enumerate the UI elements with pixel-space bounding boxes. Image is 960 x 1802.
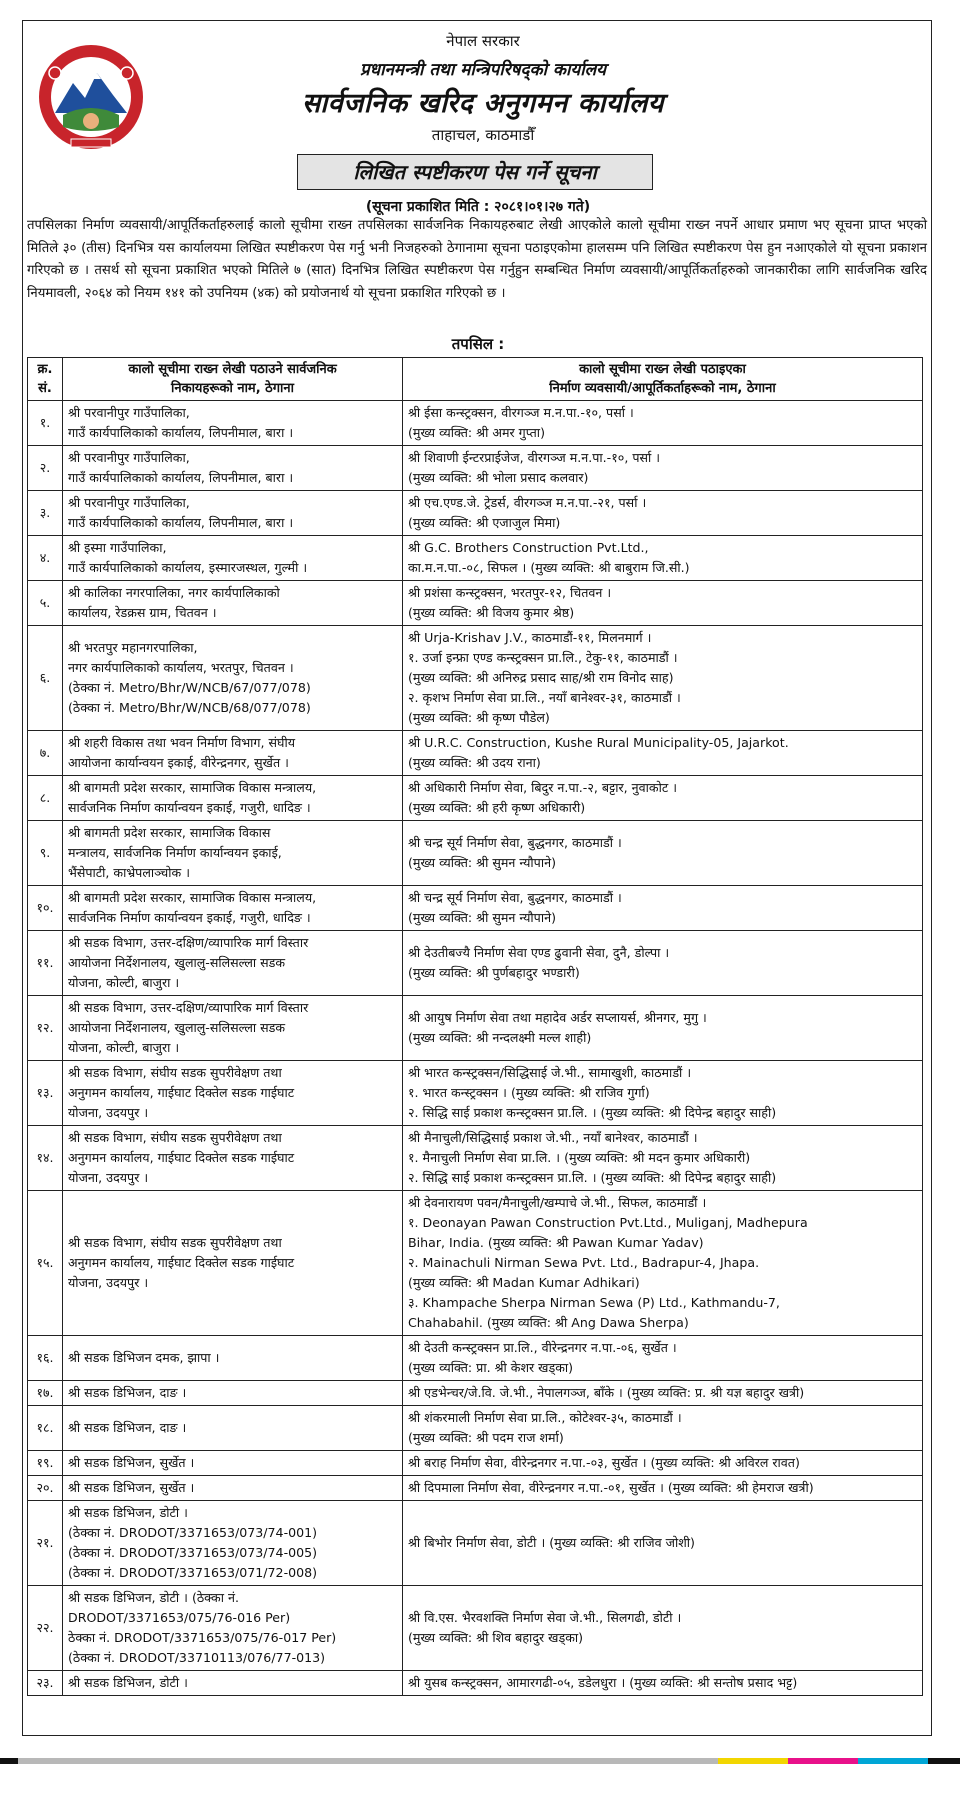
table-row bbox=[28, 731, 923, 776]
contractor-line: (मुख्य व्यक्ति: श्री एजाजुल मिमा) bbox=[408, 515, 561, 530]
table-row bbox=[28, 1061, 923, 1126]
contractor-line: श्री चन्द्र सूर्य निर्माण सेवा, बुद्धनगर, काठमाडौं । bbox=[408, 835, 622, 850]
serial-number: २. bbox=[28, 446, 63, 491]
serial-number: १७. bbox=[28, 1381, 63, 1406]
contractor-line: श्री देउतीबज्यै निर्माण सेवा एण्ड ढुवानी सेवा, दुनै, डोल्पा । bbox=[408, 945, 670, 960]
contractor-line: (मुख्य व्यक्ति: श्री नन्दलक्ष्मी मल्ल शाही) bbox=[408, 1030, 592, 1045]
serial-number: ३. bbox=[28, 491, 63, 536]
contractor-cell bbox=[403, 626, 923, 731]
agency-line: श्री कालिका नगरपालिका, नगर कार्यपालिकाको bbox=[68, 585, 280, 600]
table-row bbox=[28, 1476, 923, 1501]
contractor-line: श्री देउती कन्स्ट्रक्सन प्रा.लि., वीरेन्द्रनगर न.पा.-०६, सुर्खेत । bbox=[408, 1340, 677, 1355]
contractor-cell bbox=[403, 581, 923, 626]
agency-cell bbox=[63, 1671, 403, 1696]
table-row bbox=[28, 1501, 923, 1586]
contractor-cell bbox=[403, 1671, 923, 1696]
header-ministry: प्रधानमन्त्री तथा मन्त्रिपरिषद्को कार्यालय bbox=[359, 60, 607, 80]
contractor-line: श्री शंकरमाली निर्माण सेवा प्रा.लि., कोटेश्वर-३५, काठमाडौं । bbox=[408, 1410, 682, 1425]
contractor-line: श्री एडभेन्चर/जे.वि. जे.भी., नेपालगञ्ज, बाँके । (मुख्य व्यक्ति: प्र. श्री यज्ञ बहादुर खत्री) bbox=[408, 1385, 805, 1400]
contractor-line: (मुख्य व्यक्ति: श्री पदम राज शर्मा) bbox=[408, 1430, 564, 1445]
agency-cell bbox=[63, 401, 403, 446]
agency-cell bbox=[63, 776, 403, 821]
agency-cell bbox=[63, 1476, 403, 1501]
contractor-line: श्री देवनारायण पवन/मैनाचुली/खम्पाचे जे.भी., सिफल, काठमाडौं । bbox=[408, 1195, 707, 1210]
serial-number: ११. bbox=[28, 931, 63, 996]
serial-number: १०. bbox=[28, 886, 63, 931]
contractor-line: (मुख्य व्यक्ति: श्री Madan Kumar Adhikari) bbox=[408, 1275, 640, 1290]
contractor-line: श्री G.C. Brothers Construction Pvt.Ltd., bbox=[408, 540, 649, 555]
agency-cell bbox=[63, 996, 403, 1061]
agency-cell bbox=[63, 1126, 403, 1191]
contractor-line: २. Mainachuli Nirman Sewa Pvt. Ltd., Badrapur-4, Jhapa. bbox=[408, 1255, 760, 1270]
contractor-line: का.म.न.पा.-०८, सिफल । (मुख्य व्यक्ति: श्री बाबुराम जि.सी.) bbox=[408, 560, 690, 575]
agency-line: अनुगमन कार्यालय, गाईघाट दिक्तेल सडक गाईघाट bbox=[68, 1085, 295, 1100]
agency-cell bbox=[63, 886, 403, 931]
serial-number: ५. bbox=[28, 581, 63, 626]
contractor-cell bbox=[403, 886, 923, 931]
table-row bbox=[28, 401, 923, 446]
header-contractor: कालो सूचीमा राख्न लेखी पठाइएका निर्माण व्यवसायी/आपूर्तिकर्ताहरूको नाम, ठेगाना bbox=[403, 358, 923, 401]
publication-date: (सूचना प्रकाशित मिति : २०८१।०१।२७ गते) bbox=[365, 199, 591, 215]
table-row bbox=[28, 1381, 923, 1406]
agency-line: श्री सडक डिभिजन, डोटी । bbox=[68, 1675, 188, 1690]
contractor-line: श्री बिभोर निर्माण सेवा, डोटी । (मुख्य व्यक्ति: श्री राजिव जोशी) bbox=[408, 1535, 695, 1550]
table-row bbox=[28, 821, 923, 886]
table-row bbox=[28, 1586, 923, 1671]
table-row bbox=[28, 536, 923, 581]
contractor-cell bbox=[403, 401, 923, 446]
serial-number: २२. bbox=[28, 1586, 63, 1671]
contractor-line: (मुख्य व्यक्ति: प्रा. श्री केशर खड्का) bbox=[408, 1360, 574, 1375]
agency-cell bbox=[63, 1586, 403, 1671]
agency-line: (ठेक्का नं. DRODOT/3371653/073/74-005) bbox=[68, 1545, 318, 1560]
agency-cell bbox=[63, 1501, 403, 1586]
table-row bbox=[28, 931, 923, 996]
agency-line: योजना, उदयपुर । bbox=[68, 1105, 149, 1120]
agency-cell bbox=[63, 1451, 403, 1476]
contractor-line: श्री प्रशंसा कन्स्ट्रक्सन, भरतपुर-१२, चितवन । bbox=[408, 585, 612, 600]
agency-line: श्री सडक विभाग, संघीय सडक सुपरीवेक्षण तथा bbox=[68, 1235, 282, 1250]
serial-number: १३. bbox=[28, 1061, 63, 1126]
table-row bbox=[28, 1191, 923, 1336]
serial-number: २०. bbox=[28, 1476, 63, 1501]
serial-number: ४. bbox=[28, 536, 63, 581]
agency-line: योजना, कोल्टी, बाजुरा । bbox=[68, 975, 180, 990]
contractor-cell bbox=[403, 1451, 923, 1476]
agency-line: श्री बागमती प्रदेश सरकार, सामाजिक विकास मन्त्रालय, bbox=[68, 890, 317, 905]
contractor-cell bbox=[403, 1191, 923, 1336]
table-row bbox=[28, 886, 923, 931]
agency-line: नगर कार्यपालिकाको कार्यालय, भरतपुर, चितवन । bbox=[68, 660, 294, 675]
serial-number: २३. bbox=[28, 1671, 63, 1696]
serial-number: १४. bbox=[28, 1126, 63, 1191]
contractor-cell bbox=[403, 1476, 923, 1501]
serial-number: १५. bbox=[28, 1191, 63, 1336]
agency-line: श्री सडक डिभिजन दमक, झापा । bbox=[68, 1350, 220, 1365]
agency-cell bbox=[63, 731, 403, 776]
contractor-cell bbox=[403, 446, 923, 491]
agency-line: श्री भरतपुर महानगरपालिका, bbox=[68, 640, 198, 655]
contractor-line: २. सिद्धि साई प्रकाश कन्स्ट्रक्सन प्रा.लि. । (मुख्य व्यक्ति: श्री दिपेन्द्र बहादुर साही) bbox=[408, 1105, 777, 1120]
contractor-line: Bihar, India. (मुख्य व्यक्ति: श्री Pawan Kumar Yadav) bbox=[408, 1235, 704, 1250]
agency-line: योजना, उदयपुर । bbox=[68, 1170, 149, 1185]
contractor-line: १. उर्जा इन्फ्रा एण्ड कन्स्ट्रक्सन प्रा.लि., टेकु-११, काठमाडौं । bbox=[408, 650, 678, 665]
agency-line: श्री परवानीपुर गाउँपालिका, bbox=[68, 450, 190, 465]
agency-line: (ठेक्का नं. DRODOT/3371653/073/74-001) bbox=[68, 1525, 318, 1540]
agency-line: श्री शहरी विकास तथा भवन निर्माण विभाग, संघीय bbox=[68, 735, 296, 750]
registration-bar-magenta bbox=[788, 1758, 858, 1764]
registration-bar-gray bbox=[18, 1758, 718, 1764]
agency-line: श्री सडक डिभिजन, दाङ । bbox=[68, 1420, 187, 1435]
agency-line: आयोजना कार्यान्वयन इकाई, वीरेन्द्रनगर, सुर्खेत । bbox=[68, 755, 289, 770]
contractor-line: श्री U.R.C. Construction, Kushe Rural Municipality-05, Jajarkot. bbox=[408, 735, 789, 750]
agency-line: श्री परवानीपुर गाउँपालिका, bbox=[68, 495, 190, 510]
agency-line: (ठेक्का नं. DRODOT/3371653/071/72-008) bbox=[68, 1565, 318, 1580]
contractor-cell bbox=[403, 1061, 923, 1126]
agency-cell bbox=[63, 491, 403, 536]
agency-cell bbox=[63, 581, 403, 626]
header-office: सार्वजनिक खरिद अनुगमन कार्यालय bbox=[302, 88, 664, 119]
agency-line: श्री परवानीपुर गाउँपालिका, bbox=[68, 405, 190, 420]
agency-line: गाउँ कार्यपालिकाको कार्यालय, लिपनीमाल, बारा । bbox=[68, 425, 294, 440]
table-row bbox=[28, 1451, 923, 1476]
contractor-line: १. Deonayan Pawan Construction Pvt.Ltd., Muliganj, Madhepura bbox=[408, 1215, 808, 1230]
header-serial: क्र. सं. bbox=[28, 358, 63, 401]
agency-cell bbox=[63, 931, 403, 996]
agency-line: योजना, कोल्टी, बाजुरा । bbox=[68, 1040, 180, 1055]
contractor-cell bbox=[403, 536, 923, 581]
agency-line: कार्यालय, रेडक्रस ग्राम, चितवन । bbox=[68, 605, 217, 620]
serial-number: १. bbox=[28, 401, 63, 446]
contractor-cell bbox=[403, 1406, 923, 1451]
agency-line: श्री सडक विभाग, उत्तर-दक्षिण/व्यापारिक मार्ग विस्तार bbox=[68, 1000, 309, 1015]
agency-line: योजना, उदयपुर । bbox=[68, 1275, 149, 1290]
table-row bbox=[28, 1336, 923, 1381]
notice-title-banner: लिखित स्पष्टीकरण पेस गर्ने सूचना bbox=[297, 154, 653, 190]
table-row bbox=[28, 1671, 923, 1696]
contractor-cell bbox=[403, 491, 923, 536]
agency-line: श्री सडक डिभिजन, डोटी । (ठेक्का नं. bbox=[68, 1590, 239, 1605]
agency-cell bbox=[63, 1191, 403, 1336]
table-header-row bbox=[28, 358, 923, 401]
agency-line: आयोजना निर्देशनालय, खुलालु-सलिसल्ला सडक bbox=[68, 955, 286, 970]
contractor-cell bbox=[403, 1381, 923, 1406]
agency-cell bbox=[63, 1381, 403, 1406]
serial-number: १२. bbox=[28, 996, 63, 1061]
agency-line: श्री सडक डिभिजन, डोटी । bbox=[68, 1505, 188, 1520]
contractor-cell bbox=[403, 776, 923, 821]
agency-line: DRODOT/3371653/075/76-016 Per) bbox=[68, 1610, 291, 1625]
agency-line: आयोजना निर्देशनालय, खुलालु-सलिसल्ला सडक bbox=[68, 1020, 286, 1035]
contractor-line: श्री चन्द्र सूर्य निर्माण सेवा, बुद्धनगर, काठमाडौं । bbox=[408, 890, 622, 905]
serial-number: ७. bbox=[28, 731, 63, 776]
contractor-cell bbox=[403, 821, 923, 886]
contractor-line: (मुख्य व्यक्ति: श्री सुमन न्यौपाने) bbox=[408, 855, 556, 870]
agency-line: श्री सडक डिभिजन, दाङ । bbox=[68, 1385, 187, 1400]
contractor-cell bbox=[403, 1501, 923, 1586]
agency-line: गाउँ कार्यपालिकाको कार्यालय, इस्मारजस्थल, गुल्मी । bbox=[68, 560, 308, 575]
agency-line: श्री इस्मा गाउँपालिका, bbox=[68, 540, 167, 555]
header-address: ताहाचल, काठमाडौँ bbox=[431, 126, 535, 144]
contractor-line: श्री वि.एस. भैरवशक्ति निर्माण सेवा जे.भी., सिलगढी, डोटी । bbox=[408, 1610, 682, 1625]
nepal-emblem-icon bbox=[33, 43, 149, 151]
serial-number: ८. bbox=[28, 776, 63, 821]
contractor-cell bbox=[403, 1126, 923, 1191]
contractor-line: श्री एच.एण्ड.जे. ट्रेडर्स, वीरगञ्ज म.न.पा.-२१, पर्सा । bbox=[408, 495, 647, 510]
contractor-cell bbox=[403, 1336, 923, 1381]
table-row bbox=[28, 1406, 923, 1451]
agency-cell bbox=[63, 821, 403, 886]
agency-line: सार्वजनिक निर्माण कार्यान्वयन इकाई, गजुरी, धादिङ । bbox=[68, 800, 311, 815]
agency-line: सार्वजनिक निर्माण कार्यान्वयन इकाई, गजुरी, धादिङ । bbox=[68, 910, 311, 925]
table-row bbox=[28, 626, 923, 731]
contractor-line: (मुख्य व्यक्ति: श्री भोला प्रसाद कलवार) bbox=[408, 470, 589, 485]
contractor-line: (मुख्य व्यक्ति: श्री विजय कुमार श्रेष्ठ) bbox=[408, 605, 575, 620]
agency-cell bbox=[63, 1406, 403, 1451]
agency-cell bbox=[63, 1061, 403, 1126]
agency-line: श्री सडक विभाग, संघीय सडक सुपरीवेक्षण तथा bbox=[68, 1130, 282, 1145]
contractor-line: (मुख्य व्यक्ति: श्री हरी कृष्ण अधिकारी) bbox=[408, 800, 586, 815]
contractor-line: श्री Urja-Krishav J.V., काठमाडौं-११, मिलनमार्ग । bbox=[408, 630, 652, 645]
contractor-line: श्री आयुष निर्माण सेवा तथा महादेव अर्डर सप्लायर्स, श्रीनगर, मुगु । bbox=[408, 1010, 707, 1025]
contractor-line: Chahabahil. (मुख्य व्यक्ति: श्री Ang Dawa Sherpa) bbox=[408, 1315, 689, 1330]
contractor-line: श्री दिपमाला निर्माण सेवा, वीरेन्द्रनगर न.पा.-०१, सुर्खेत । (मुख्य व्यक्ति: श्री हेमराज खत्री) bbox=[408, 1480, 814, 1495]
header-agency: कालो सूचीमा राख्न लेखी पठाउने सार्वजनिक निकायहरूको नाम, ठेगाना bbox=[63, 358, 403, 401]
registration-bar-yellow bbox=[718, 1758, 788, 1764]
agency-line: श्री बागमती प्रदेश सरकार, सामाजिक विकास bbox=[68, 825, 271, 840]
contractor-line: (मुख्य व्यक्ति: श्री पुर्णबहादुर भण्डारी) bbox=[408, 965, 580, 980]
table-row bbox=[28, 776, 923, 821]
agency-cell bbox=[63, 1336, 403, 1381]
contractor-line: २. सिद्धि साई प्रकाश कन्स्ट्रक्सन प्रा.लि. । (मुख्य व्यक्ति: श्री दिपेन्द्र बहादुर साही) bbox=[408, 1170, 777, 1185]
agency-line: मन्त्रालय, सार्वजनिक निर्माण कार्यान्वयन इकाई, bbox=[68, 845, 282, 860]
contractor-cell bbox=[403, 996, 923, 1061]
table-row bbox=[28, 996, 923, 1061]
agency-line: भैंसेपाटी, काभ्रेपलाञ्चोक । bbox=[68, 865, 190, 880]
registration-bar-black-left bbox=[0, 1758, 18, 1764]
agency-line: श्री सडक विभाग, संघीय सडक सुपरीवेक्षण तथा bbox=[68, 1065, 282, 1080]
registration-bar-black-right bbox=[928, 1758, 960, 1764]
table-row bbox=[28, 581, 923, 626]
agency-line: (ठेक्का नं. Metro/Bhr/W/NCB/67/077/078) bbox=[68, 680, 311, 695]
agency-line: गाउँ कार्यपालिकाको कार्यालय, लिपनीमाल, बारा । bbox=[68, 515, 294, 530]
contractor-line: श्री मैनाचुली/सिद्धिसाई प्रकाश जे.भी., नयाँ बानेश्वर, काठमाडौं । bbox=[408, 1130, 698, 1145]
contractor-line: श्री ईसा कन्स्ट्रक्सन, वीरगञ्ज म.न.पा.-१०, पर्सा । bbox=[408, 405, 634, 420]
serial-number: १८. bbox=[28, 1406, 63, 1451]
contractor-line: (मुख्य व्यक्ति: श्री अनिरुद्र प्रसाद साह/श्री राम विनोद साह) bbox=[408, 670, 674, 685]
contractor-cell bbox=[403, 1586, 923, 1671]
contractor-cell bbox=[403, 931, 923, 996]
notice-frame bbox=[22, 20, 932, 1736]
contractor-line: श्री भारत कन्स्ट्रक्सन/सिद्धिसाई जे.भी., सामाखुशी, काठमाडौं । bbox=[408, 1065, 692, 1080]
contractor-line: श्री शिवाणी ईन्टरप्राईजेज, वीरगञ्ज म.न.पा.-१०, पर्सा । bbox=[408, 450, 661, 465]
agency-line: श्री सडक विभाग, उत्तर-दक्षिण/व्यापारिक मार्ग विस्तार bbox=[68, 935, 309, 950]
schedule-heading: तपसिल : bbox=[451, 335, 505, 353]
contractor-line: (मुख्य व्यक्ति: श्री अमर गुप्ता) bbox=[408, 425, 545, 440]
contractor-line: २. कृशभ निर्माण सेवा प्रा.लि., नयाँ बानेश्वर-३१, काठमाडौं । bbox=[408, 690, 681, 705]
table-row bbox=[28, 446, 923, 491]
serial-number: १६. bbox=[28, 1336, 63, 1381]
contractor-line: (मुख्य व्यक्ति: श्री उदय राना) bbox=[408, 755, 541, 770]
agency-line: श्री सडक डिभिजन, सुर्खेत । bbox=[68, 1480, 195, 1495]
contractor-line: (मुख्य व्यक्ति: श्री कृष्ण पौडेल) bbox=[408, 710, 550, 725]
contractor-line: (मुख्य व्यक्ति: श्री सुमन न्यौपाने) bbox=[408, 910, 556, 925]
contractor-line: श्री बराह निर्माण सेवा, वीरेन्द्रनगर न.पा.-०३, सुर्खेत । (मुख्य व्यक्ति: श्री अविरल रावत) bbox=[408, 1455, 800, 1470]
header-government: नेपाल सरकार bbox=[446, 32, 520, 50]
registration-bar-cyan bbox=[858, 1758, 928, 1764]
agency-line: (ठेक्का नं. Metro/Bhr/W/NCB/68/077/078) bbox=[68, 700, 311, 715]
table-row bbox=[28, 491, 923, 536]
contractor-line: १. भारत कन्स्ट्रक्सन । (मुख्य व्यक्ति: श्री राजिव गुर्गा) bbox=[408, 1085, 650, 1100]
agency-cell bbox=[63, 536, 403, 581]
contractor-cell bbox=[403, 731, 923, 776]
intro-paragraph: तपसिलका निर्माण व्यवसायी/आपूर्तिकर्ताहरुलाई कालो सूचीमा राख्न तपसिलका सार्वजनिक निकायहरुबाट लेखी आएकोले कालो सूचीमा राख्न नपर्ने आधार प्रमाण भए सूचना प्राप्त भएको मितिले ३० (तीस) दिनभित्र यस कार्यालयमा लिखित स्पष्टीकरण पेस गर्नु भनी निजहरुको ठेगानामा सूचना पठाइएकोमा हालसम्म पनि लिखित स्पष्टीकरण पेस हुन नआएकोले यो सूचना प्रकाशन गरिएको छ । तसर्थ सो सूचना प्रकाशित भएको मितिले ७ (सात) दिनभित्र लिखित स्पष्टीकरण पेस गर्नुहुन सम्बन्धित निर्माण व्यवसायी/आपूर्तिकर्ताहरुको जानकारीका लागि सार्वजनिक खरिद नियमावली, २०६४ को नियम १४१ को उपनियम (४क) को प्रयोजनार्थ यो सूचना प्रकाशित गरिएको छ । bbox=[27, 218, 927, 301]
contractor-line: (मुख्य व्यक्ति: श्री शिव बहादुर खड्का) bbox=[408, 1630, 584, 1645]
contractor-line: श्री अधिकारी निर्माण सेवा, बिदुर न.पा.-२, बट्टार, नुवाकोट । bbox=[408, 780, 677, 795]
contractor-line: १. मैनाचुली निर्माण सेवा प्रा.लि. । (मुख्य व्यक्ति: श्री मदन कुमार अधिकारी) bbox=[408, 1150, 751, 1165]
contractor-line: ३. Khampache Sherpa Nirman Sewa (P) Ltd., Kathmandu-7, bbox=[408, 1295, 780, 1310]
agency-line: श्री बागमती प्रदेश सरकार, सामाजिक विकास मन्त्रालय, bbox=[68, 780, 317, 795]
agency-line: अनुगमन कार्यालय, गाईघाट दिक्तेल सडक गाईघाट bbox=[68, 1255, 295, 1270]
agency-line: श्री सडक डिभिजन, सुर्खेत । bbox=[68, 1455, 195, 1470]
agency-line: गाउँ कार्यपालिकाको कार्यालय, लिपनीमाल, बारा । bbox=[68, 470, 294, 485]
serial-number: ९. bbox=[28, 821, 63, 886]
agency-cell bbox=[63, 626, 403, 731]
agency-line: (ठेक्का नं. DRODOT/33710113/076/77-013) bbox=[68, 1650, 326, 1665]
serial-number: २१. bbox=[28, 1501, 63, 1586]
serial-number: १९. bbox=[28, 1451, 63, 1476]
contractor-line: श्री युसब कन्स्ट्रक्सन, आमारगढी-०५, डडेलधुरा । (मुख्य व्यक्ति: श्री सन्तोष प्रसाद भट्ट) bbox=[408, 1675, 798, 1690]
agency-cell bbox=[63, 446, 403, 491]
table-row bbox=[28, 1126, 923, 1191]
agency-line: अनुगमन कार्यालय, गाईघाट दिक्तेल सडक गाईघाट bbox=[68, 1150, 295, 1165]
blacklist-table bbox=[27, 357, 923, 1696]
serial-number: ६. bbox=[28, 626, 63, 731]
agency-line: ठेक्का नं. DRODOT/3371653/075/76-017 Per) bbox=[68, 1630, 337, 1645]
